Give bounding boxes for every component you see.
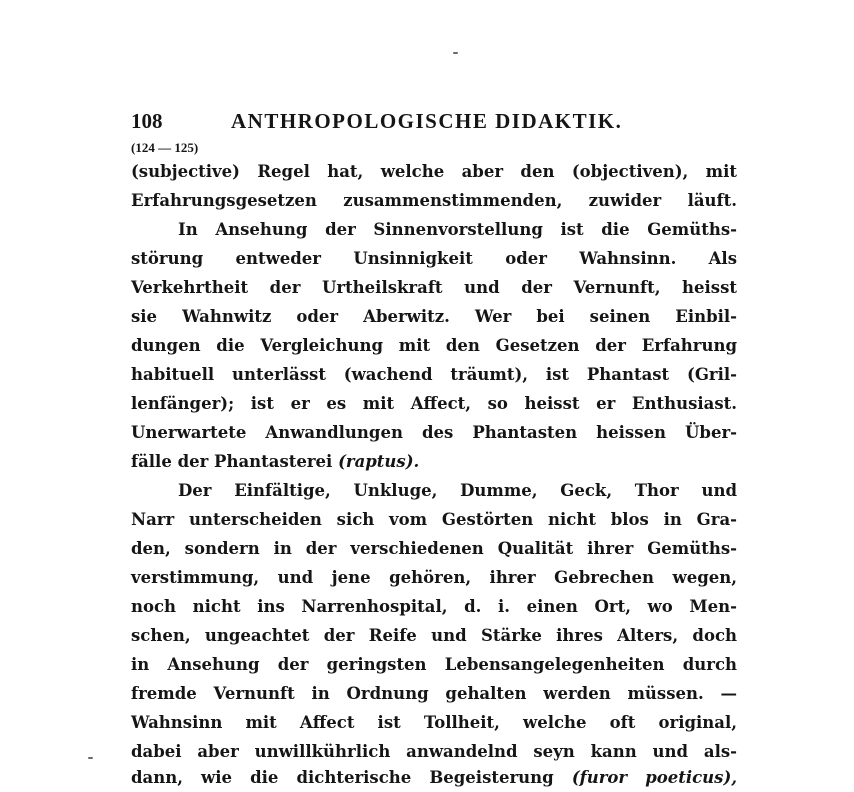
ink-speck — [88, 757, 93, 759]
text-line: noch nicht ins Narrenhospital, d. i. einen Ort, wo Men- — [131, 597, 737, 616]
text-line: Wahnsinn mit Affect ist Tollheit, welche oft original, — [131, 713, 737, 732]
text-line — [131, 448, 737, 476]
text-line: Narr unterscheiden sich vom Gestörten nicht blos in Gra- — [131, 510, 737, 529]
text-line: habituell unterlässt (wachend träumt), ist Phantast (Gril- — [131, 365, 737, 384]
text-line: dungen die Vergleichung mit den Gesetzen der Erfahrung — [131, 336, 737, 355]
text-line: lenfänger); ist er es mit Affect, so heisst er Enthusiast. — [131, 394, 737, 413]
text-line: störung entweder Unsinnigkeit oder Wahnsinn. Als — [131, 249, 737, 268]
text-segment: dann, wie die dichterische Begeisterung — [131, 768, 554, 787]
italic-term: (furor poeticus), — [571, 768, 738, 787]
page-header — [131, 108, 731, 134]
text-line: Unerwartete Anwandlungen des Phantasten heissen Über- — [131, 423, 737, 442]
text-line — [131, 764, 737, 792]
text-segment: fälle der Phantasterei — [131, 452, 333, 471]
text-line: schen, ungeachtet der Reife und Stärke ihres Alters, doch — [131, 626, 737, 645]
italic-term: (raptus). — [338, 452, 420, 471]
text-line: Erfahrungsgesetzen zusammenstimmenden, zuwider läuft. — [131, 191, 737, 210]
paragraph-start-line: Der Einfältige, Unkluge, Dumme, Geck, Thor und — [178, 481, 737, 500]
text-line: den, sondern in der verschiedenen Qualität ihrer Gemüths- — [131, 539, 737, 558]
text-line: dabei aber unwillkührlich anwandelnd seyn kann und als- — [131, 742, 737, 761]
page-number: 108 — [131, 109, 163, 133]
running-title: ANTHROPOLOGISCHE DIDAKTIK. — [231, 109, 623, 133]
text-line: verstimmung, und jene gehören, ihrer Gebrechen wegen, — [131, 568, 737, 587]
text-line: in Ansehung der geringsten Lebensangelegenheiten durch — [131, 655, 737, 674]
text-line: Verkehrtheit der Urtheilskraft und der Vernunft, heisst — [131, 278, 737, 297]
text-line: sie Wahnwitz oder Aberwitz. Wer bei seinen Einbil- — [131, 307, 737, 326]
ink-speck — [453, 52, 458, 54]
paragraph-start-line: In Ansehung der Sinnenvorstellung ist die Gemüths- — [178, 220, 737, 239]
text-line: fremde Vernunft in Ordnung gehalten werden müssen. — — [131, 684, 737, 703]
text-line: (subjective) Regel hat, welche aber den (objectiven), mit — [131, 162, 737, 181]
section-reference: (124 — 125) — [131, 140, 199, 155]
